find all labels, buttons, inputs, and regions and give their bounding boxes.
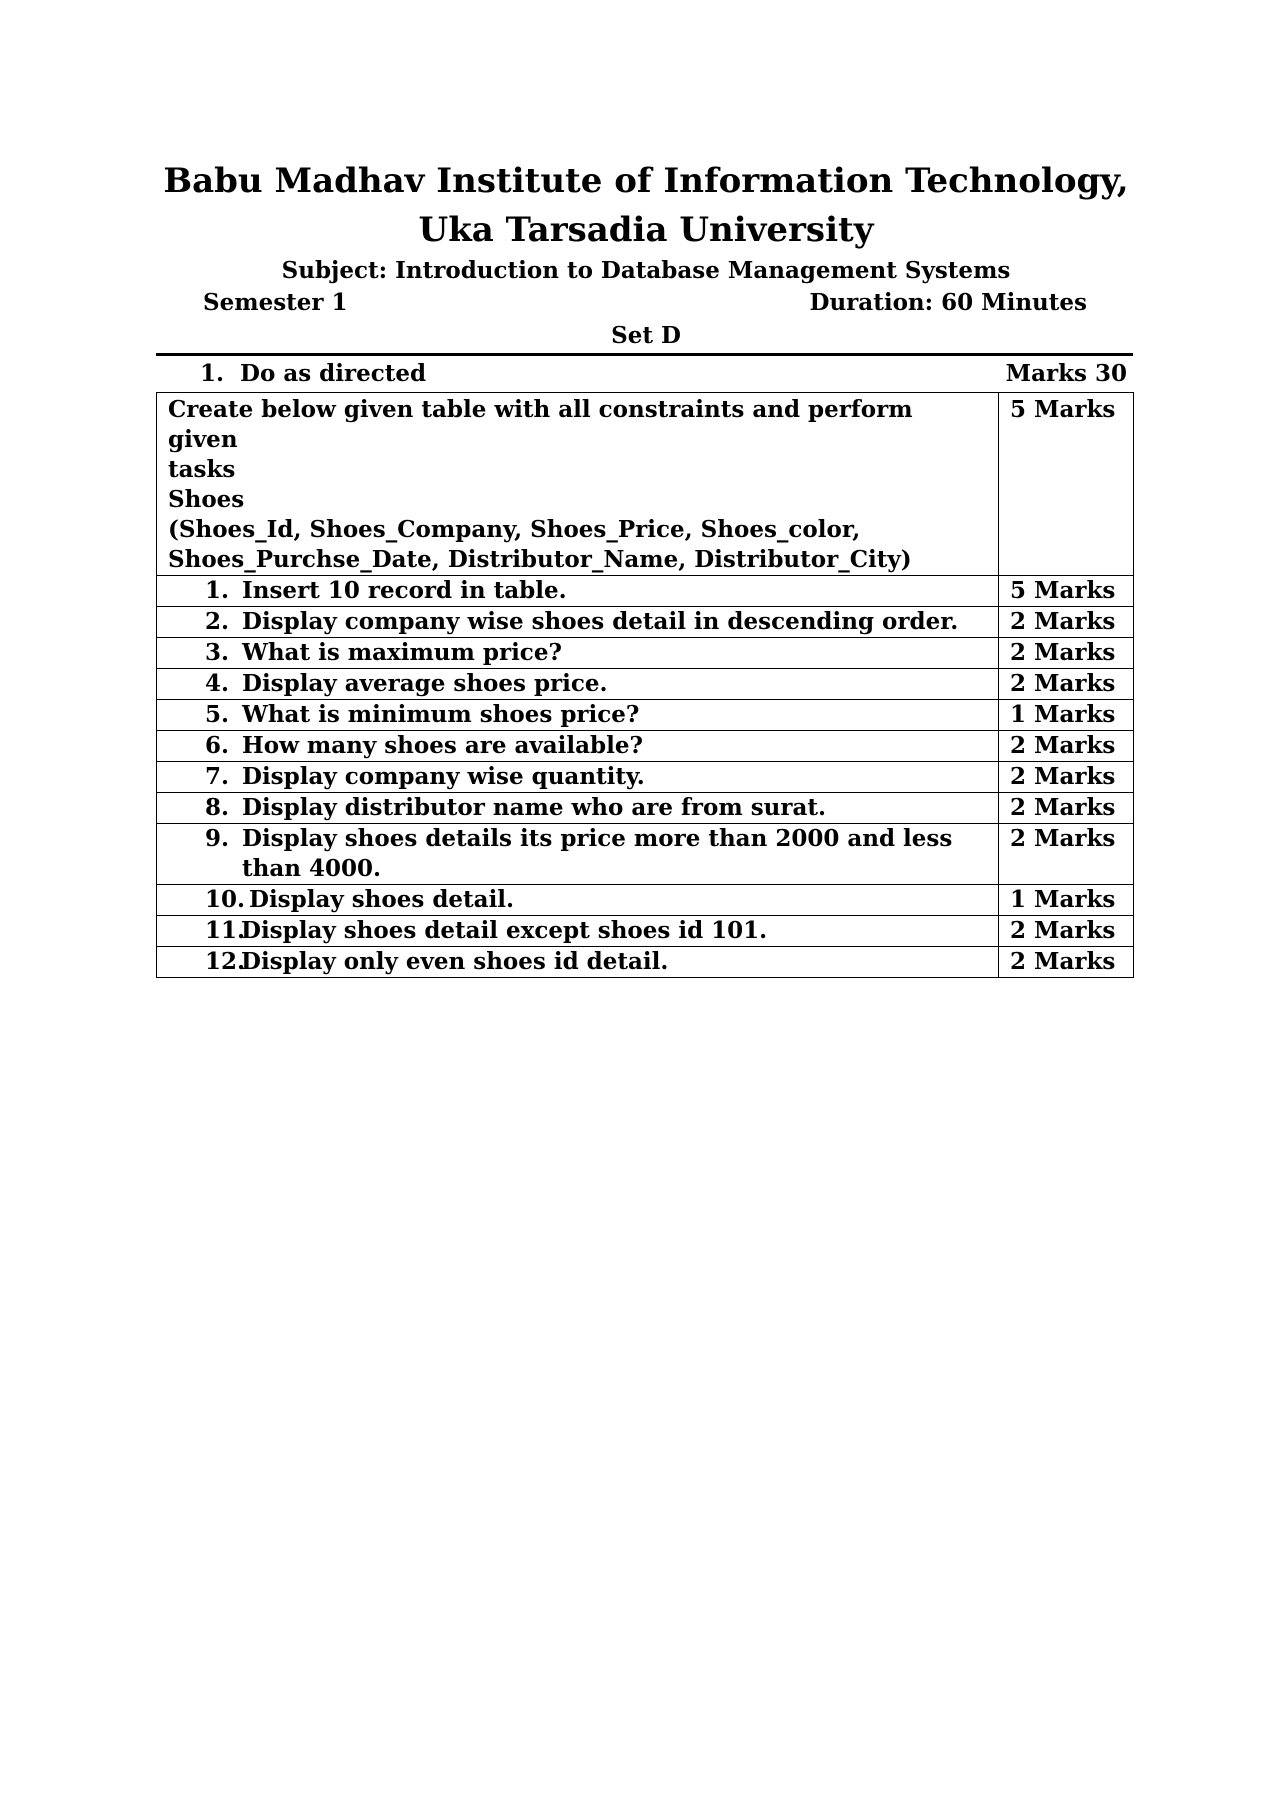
task-text-cell [157, 731, 999, 762]
task-text: Display shoes detail except shoes id 101. [241, 917, 768, 944]
task-text-cell [157, 638, 999, 669]
intro-line: Create below given table with all constraints and perform given [168, 396, 913, 453]
duration-label: Duration: 60 Minutes [809, 289, 1087, 316]
intro-line: tasks [168, 456, 236, 483]
task-item [205, 700, 998, 730]
semester-label: Semester 1 [203, 289, 348, 316]
task-text-cell [157, 762, 999, 793]
task-text-cell [157, 793, 999, 824]
task-text: Display average shoes price. [242, 670, 608, 697]
university-title: Uka Tarsadia University [418, 210, 874, 250]
task-marks-cell: 2 Marks [999, 607, 1134, 638]
task-marks-cell: 5 Marks [999, 576, 1134, 607]
task-item [205, 669, 998, 699]
intro-line: Shoes_Purchse_Date, Distributor_Name, Distributor_City) [168, 546, 912, 573]
task-row [157, 638, 1134, 669]
task-row [157, 793, 1134, 824]
set-label: Set D [611, 322, 681, 349]
task-row [157, 731, 1134, 762]
intro-line: Shoes [168, 486, 245, 513]
task-number: 11. [205, 917, 246, 944]
task-row [157, 669, 1134, 700]
task-text: Display distributor name who are from surat. [242, 794, 827, 821]
intro-text-cell [157, 393, 999, 576]
task-text: What is minimum shoes price? [242, 701, 640, 728]
task-marks-cell: 1 Marks [999, 885, 1134, 916]
task-row [157, 576, 1134, 607]
task-text: What is maximum price? [242, 639, 562, 666]
task-row [157, 947, 1134, 978]
task-row [157, 700, 1134, 731]
task-marks-cell: 2 Marks [999, 731, 1134, 762]
task-marks-cell: 2 Marks [999, 793, 1134, 824]
task-item [205, 731, 998, 761]
task-item [205, 607, 998, 637]
task-item [205, 638, 998, 668]
task-text-cell [157, 576, 999, 607]
task-text: Display shoes detail. [249, 886, 515, 913]
task-marks-cell: 2 Marks [999, 916, 1134, 947]
task-text: Display only even shoes id detail. [241, 948, 669, 975]
task-row [157, 916, 1134, 947]
header-divider [156, 353, 1133, 356]
task-item [205, 947, 998, 977]
task-text: Insert 10 record in table. [242, 577, 567, 604]
task-number: 6. [205, 732, 230, 759]
task-marks-cell: 2 Marks [999, 824, 1134, 885]
task-text-cell [157, 700, 999, 731]
intro-line: (Shoes_Id, Shoes_Company, Shoes_Price, Shoes_color, [168, 516, 861, 543]
question-total-marks: Marks 30 [1005, 360, 1127, 387]
task-row [157, 824, 1134, 885]
task-text-cell [157, 607, 999, 638]
task-marks-cell: 2 Marks [999, 638, 1134, 669]
task-text: Display company wise quantity. [242, 763, 645, 790]
task-item [205, 916, 998, 946]
task-number: 12. [205, 948, 246, 975]
subject-line: Subject: Introduction to Database Management Systems [281, 257, 1011, 284]
question-table [156, 392, 1134, 978]
task-number: 5. [205, 701, 230, 728]
task-row [157, 607, 1134, 638]
task-text-cell [157, 916, 999, 947]
task-number: 2. [205, 608, 230, 635]
task-text-cell [157, 824, 999, 885]
task-marks-cell: 2 Marks [999, 947, 1134, 978]
task-row [157, 885, 1134, 916]
task-number: 1. [205, 577, 230, 604]
task-item [205, 793, 998, 823]
question-heading: 1. Do as directed [200, 360, 427, 387]
intro-row [157, 393, 1134, 576]
task-marks-cell: 2 Marks [999, 669, 1134, 700]
task-text: Display company wise shoes detail in descending order. [242, 608, 959, 635]
task-number: 3. [205, 639, 230, 666]
task-text-cell [157, 947, 999, 978]
task-item [205, 885, 998, 915]
task-item [205, 824, 998, 884]
intro-marks-cell: 5 Marks [999, 393, 1134, 576]
task-text-cell [157, 669, 999, 700]
task-text: Display shoes details its price more than 2000 and less than 4000. [242, 825, 953, 882]
task-number: 10. [205, 886, 246, 913]
task-number: 7. [205, 763, 230, 790]
institute-title: Babu Madhav Institute of Information Technology, [163, 161, 1129, 201]
task-text: How many shoes are available? [242, 732, 643, 759]
task-marks-cell: 2 Marks [999, 762, 1134, 793]
task-number: 4. [205, 670, 230, 697]
task-text-cell [157, 885, 999, 916]
task-number: 9. [205, 825, 230, 852]
task-marks-cell: 1 Marks [999, 700, 1134, 731]
task-row [157, 762, 1134, 793]
task-item [205, 762, 998, 792]
task-item [205, 576, 998, 606]
task-number: 8. [205, 794, 230, 821]
